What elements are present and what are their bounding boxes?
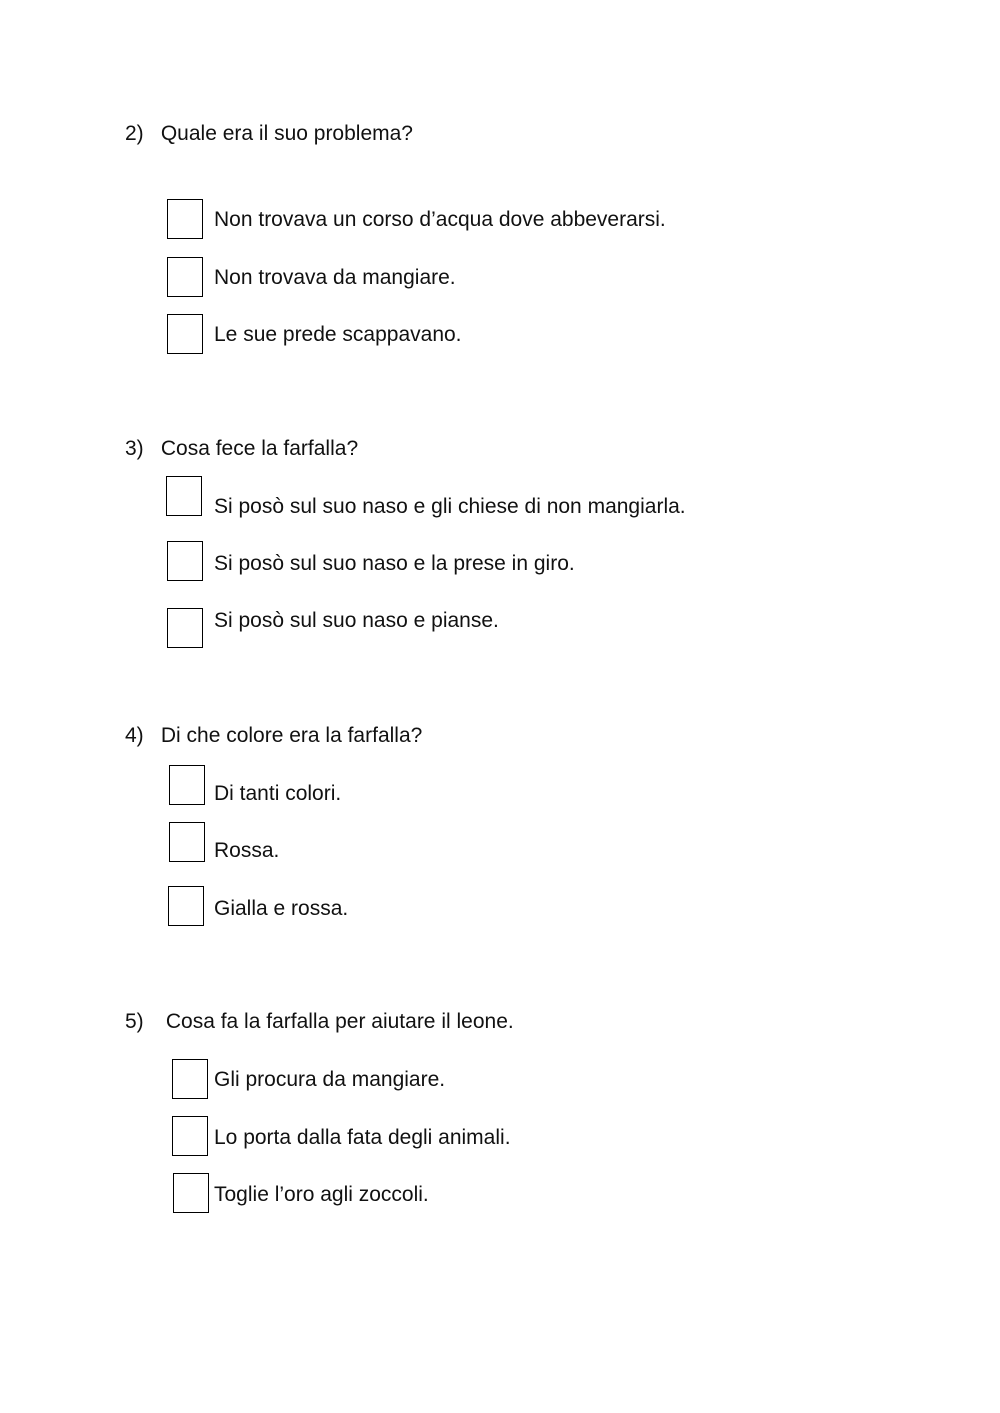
- answer-checkbox[interactable]: [173, 1173, 209, 1213]
- question-4: [125, 723, 422, 749]
- answer-label: Si posò sul suo naso e la prese in giro.: [214, 552, 575, 575]
- question-text: Di che colore era la farfalla?: [160, 724, 423, 747]
- answer-checkbox[interactable]: [167, 541, 203, 581]
- answer-checkbox[interactable]: [172, 1116, 208, 1156]
- answer-checkbox[interactable]: [167, 314, 203, 354]
- answer-checkbox[interactable]: [169, 822, 205, 862]
- question-3: [125, 436, 358, 462]
- answer-checkbox[interactable]: [167, 257, 203, 297]
- answer-label: Gialla e rossa.: [214, 897, 349, 920]
- answer-label: Si posò sul suo naso e gli chiese di non mangiarla.: [214, 495, 686, 518]
- question-5: [125, 1009, 514, 1035]
- answer-label: Non trovava un corso d’acqua dove abbeverarsi.: [214, 208, 666, 231]
- answer-checkbox[interactable]: [167, 199, 203, 239]
- answer-label: Non trovava da mangiare.: [214, 266, 456, 289]
- answer-checkbox[interactable]: [167, 608, 203, 648]
- answer-label: Lo porta dalla fata degli animali.: [214, 1126, 511, 1149]
- question-2: [125, 121, 413, 147]
- answer-label: Si posò sul suo naso e pianse.: [214, 609, 499, 632]
- answer-label: Rossa.: [214, 839, 280, 862]
- question-text: Cosa fa la farfalla per aiutare il leone.: [165, 1010, 514, 1033]
- question-number: 5): [125, 1010, 144, 1033]
- answer-checkbox[interactable]: [168, 886, 204, 926]
- question-number: 3): [125, 437, 144, 460]
- answer-checkbox[interactable]: [166, 476, 202, 516]
- question-text: Cosa fece la farfalla?: [160, 437, 359, 460]
- answer-checkbox[interactable]: [169, 765, 205, 805]
- answer-label: Di tanti colori.: [214, 782, 342, 805]
- answer-label: Le sue prede scappavano.: [214, 323, 462, 346]
- answer-label: Toglie l’oro agli zoccoli.: [214, 1183, 429, 1206]
- answer-checkbox[interactable]: [172, 1059, 208, 1099]
- question-number: 2): [125, 122, 144, 145]
- question-number: 4): [125, 724, 144, 747]
- question-text: Quale era il suo problema?: [160, 122, 413, 145]
- answer-label: Gli procura da mangiare.: [214, 1068, 446, 1091]
